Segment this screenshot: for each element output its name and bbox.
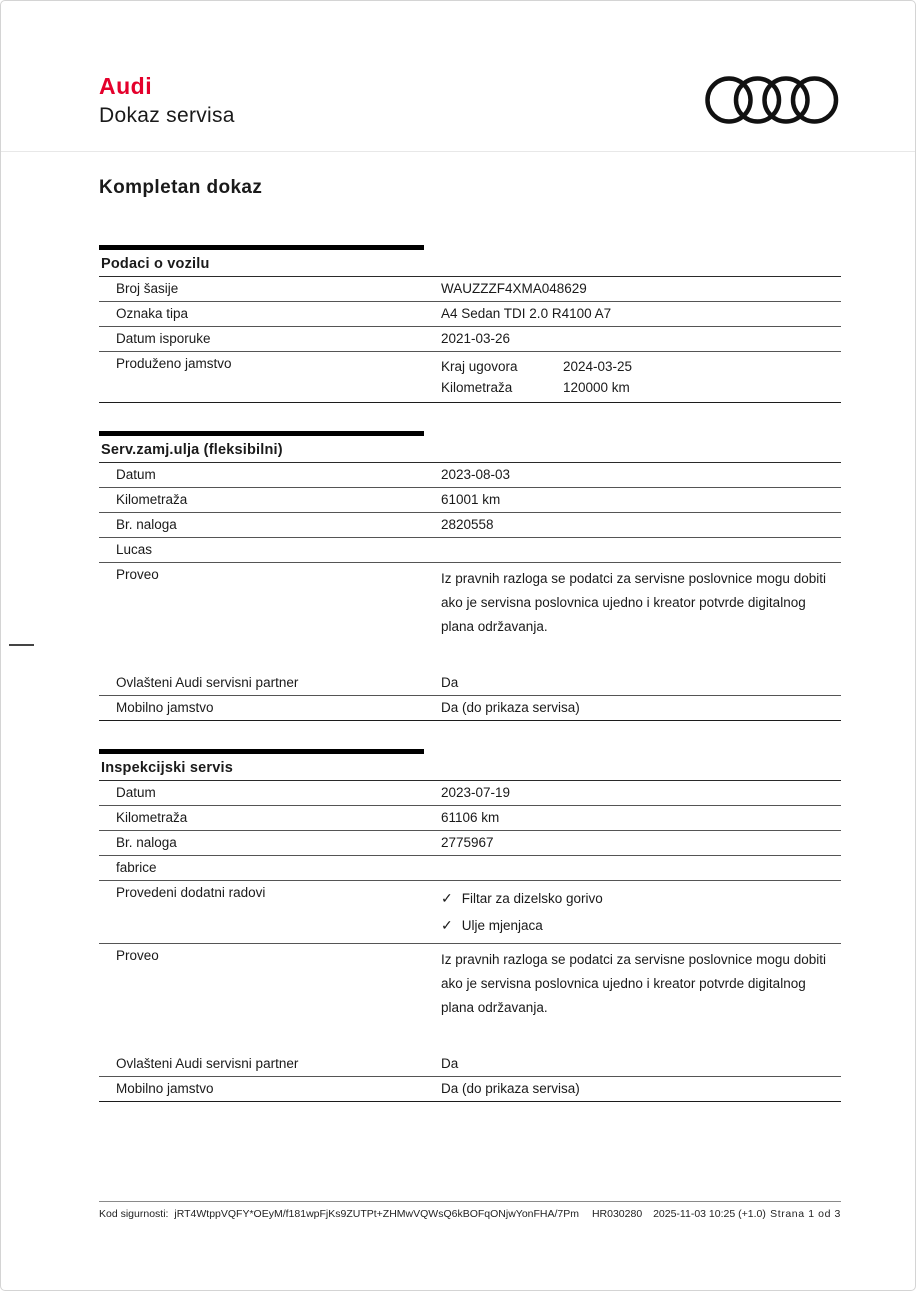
table-row — [99, 327, 841, 352]
section-title: Serv.zamj.ulja (fleksibilni) — [99, 436, 841, 463]
row-label: Oznaka tipa — [116, 306, 189, 321]
table-row — [99, 856, 841, 881]
section-title: Podaci o vozilu — [99, 250, 841, 277]
subrow-label: Kraj ugovora — [441, 359, 518, 374]
row-label: Ovlašteni Audi servisni partner — [116, 675, 299, 690]
security-code-line — [99, 1208, 766, 1220]
row-value: 61001 km — [441, 492, 501, 507]
row-value: 2023-07-19 — [441, 785, 511, 800]
audi-rings-icon — [705, 75, 839, 125]
row-label: Br. naloga — [116, 517, 177, 532]
warranty-subrow — [441, 356, 841, 377]
row-label: Ovlašteni Audi servisni partner — [116, 1056, 299, 1071]
table-row — [99, 1077, 841, 1102]
row-label: Datum — [116, 467, 156, 482]
row-label: Br. naloga — [116, 835, 177, 850]
subrow-value: 120000 km — [563, 380, 630, 395]
table-row — [99, 277, 841, 302]
security-code-label: Kod sigurnosti: — [99, 1208, 169, 1220]
checklist-item — [441, 885, 841, 912]
check-icon: ✓ — [441, 917, 453, 933]
row-value: 2023-08-03 — [441, 467, 511, 482]
checklist-item — [441, 912, 841, 939]
section-vehicle-data — [99, 245, 841, 403]
row-value — [441, 355, 841, 398]
table-row — [99, 781, 841, 806]
table-row — [99, 463, 841, 488]
table-row-performed-by — [99, 944, 841, 1052]
table-row — [99, 488, 841, 513]
timestamp: 2025-11-03 10:25 (+1.0) — [653, 1208, 766, 1220]
brand-name: Audi — [99, 73, 153, 99]
row-value: WAUZZZF4XMA048629 — [441, 281, 587, 296]
row-label: Kilometraža — [116, 492, 188, 507]
checklist-item-label: Ulje mjenjaca — [461, 918, 543, 933]
row-value — [441, 884, 841, 939]
dealer-code: HR030280 — [591, 1208, 643, 1220]
document-header — [99, 73, 839, 128]
row-value: 61106 km — [441, 810, 500, 825]
row-label: Provedeni dodatni radovi — [116, 885, 266, 900]
table-row — [99, 513, 841, 538]
section-inspection-service — [99, 749, 841, 1102]
page-indicator: Strana 1 od 3 — [770, 1208, 841, 1220]
table-row-additional-work — [99, 881, 841, 944]
row-value: 2021-03-26 — [441, 331, 511, 346]
security-code: jRT4WtppVQFY*OEyM/f181wpFjKs9ZUTPt+ZHMwVQWsQ6kBOFqONjwYonFHA/7Pm — [174, 1208, 580, 1220]
document-type: Dokaz servisa — [99, 104, 235, 127]
section-oil-service — [99, 431, 841, 721]
subrow-label: Kilometraža — [441, 380, 513, 395]
row-value — [441, 541, 841, 542]
row-label: Lucas — [116, 542, 153, 557]
table-row-performed-by — [99, 563, 841, 671]
table-row — [99, 696, 841, 721]
row-label: Produženo jamstvo — [116, 356, 232, 371]
row-label: Datum — [116, 785, 156, 800]
row-value: Da (do prikaza servisa) — [441, 700, 580, 715]
row-value: 2820558 — [441, 517, 494, 532]
row-label: fabrice — [116, 860, 157, 875]
row-label: Kilometraža — [116, 810, 188, 825]
row-value: Da — [441, 1056, 459, 1071]
subrow-value: 2024-03-25 — [563, 359, 633, 374]
row-label: Mobilno jamstvo — [116, 1081, 214, 1096]
table-row — [99, 1052, 841, 1077]
check-icon: ✓ — [441, 890, 453, 906]
row-label: Datum isporuke — [116, 331, 211, 346]
table-row — [99, 671, 841, 696]
brand-block — [99, 73, 235, 128]
row-value: Iz pravnih razloga se podatci za servisne poslovnice mogu dobiti ako je servisna poslovnica ujedno i kreator potvrde digitalnog plana održavanja. — [441, 571, 826, 634]
fold-mark — [9, 644, 34, 646]
table-row — [99, 302, 841, 327]
row-label: Proveo — [116, 948, 159, 963]
checklist-item-label: Filtar za dizelsko gorivo — [461, 891, 603, 906]
table-row — [99, 831, 841, 856]
row-value: A4 Sedan TDI 2.0 R4100 A7 — [441, 306, 612, 321]
page-title: Kompletan dokaz — [99, 177, 263, 198]
table-row — [99, 806, 841, 831]
warranty-subrow — [441, 377, 841, 398]
row-label: Proveo — [116, 567, 159, 582]
document-footer — [99, 1201, 841, 1220]
row-value: Da — [441, 675, 459, 690]
row-label: Mobilno jamstvo — [116, 700, 214, 715]
row-value: Da (do prikaza servisa) — [441, 1081, 580, 1096]
document-body — [99, 245, 841, 1130]
table-row-warranty — [99, 352, 841, 403]
row-value: 2775967 — [441, 835, 494, 850]
table-row — [99, 538, 841, 563]
row-value: Iz pravnih razloga se podatci za servisne poslovnice mogu dobiti ako je servisna poslovnica ujedno i kreator potvrde digitalnog plana održavanja. — [441, 952, 826, 1015]
row-label: Broj šasije — [116, 281, 179, 296]
header-divider — [1, 151, 915, 152]
row-value — [441, 859, 841, 860]
section-title: Inspekcijski servis — [99, 754, 841, 781]
